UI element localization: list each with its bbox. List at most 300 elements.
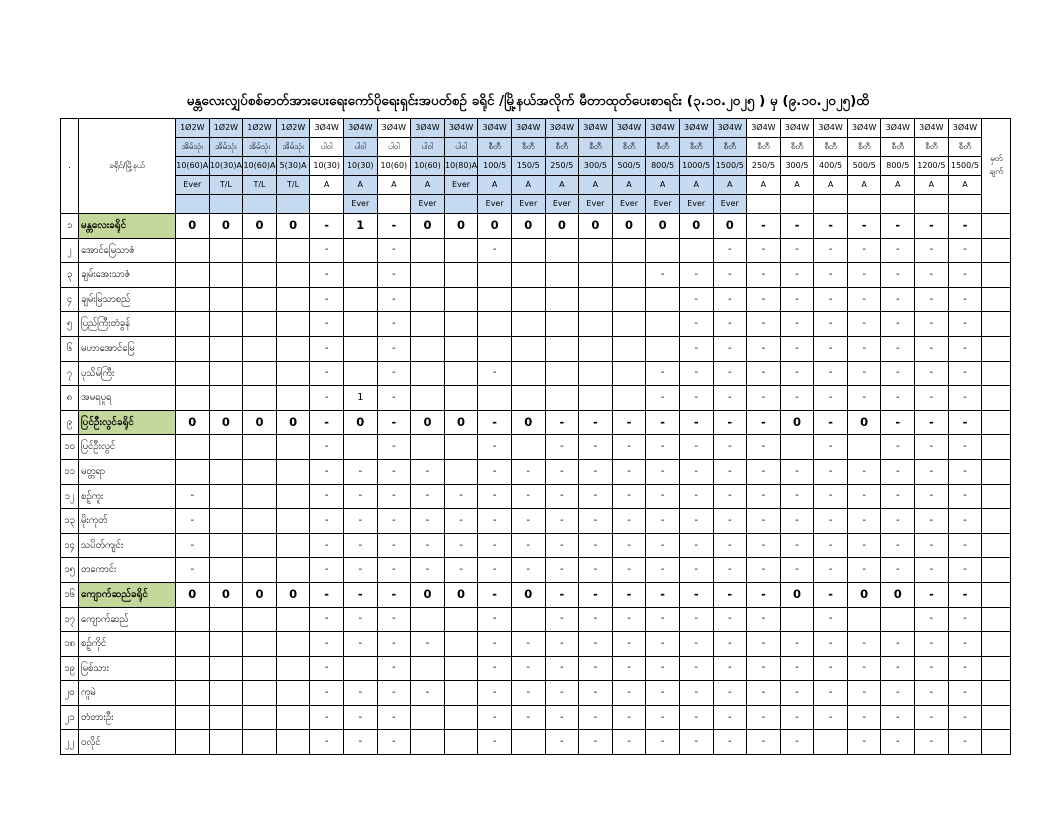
header-type: စီတီ [747, 138, 781, 157]
township-row [61, 705, 1011, 730]
meter-count: - [948, 410, 982, 435]
meter-count: - [747, 459, 781, 484]
header-phase: 3Ø4W [377, 119, 411, 138]
meter-count: - [310, 214, 344, 239]
meter-count [209, 558, 243, 583]
meter-count: - [377, 656, 411, 681]
meter-count: - [915, 705, 949, 730]
meter-count [276, 730, 310, 755]
meter-count: - [646, 459, 680, 484]
meter-count: - [713, 730, 747, 755]
meter-count [444, 681, 478, 706]
meter-count: - [915, 361, 949, 386]
meter-count: - [444, 533, 478, 558]
meter-count [545, 312, 579, 337]
meter-count [545, 336, 579, 361]
remarks-cell [982, 361, 1011, 386]
meter-count [176, 386, 210, 411]
meter-count: - [377, 336, 411, 361]
row-number: ၁၈ [61, 632, 79, 657]
header-kind: A [310, 176, 344, 195]
meter-count: - [377, 287, 411, 312]
header-type: စီတီ [545, 138, 579, 157]
meter-count [579, 263, 613, 288]
meter-count [579, 336, 613, 361]
header-type: ပါဝါ [411, 138, 445, 157]
township-row [61, 509, 1011, 534]
meter-count: 0 [847, 582, 881, 607]
header-type: စီတီ [881, 138, 915, 157]
header-rating: 10(30)A [209, 157, 243, 176]
header-rating: 10(60) [377, 157, 411, 176]
header-rating: 10(60) [411, 157, 445, 176]
header-rating: 1000/5 [679, 157, 713, 176]
meter-count: 0 [411, 214, 445, 239]
meter-count: - [915, 656, 949, 681]
header-type: အိမ်သုံး [276, 138, 310, 157]
meter-count [243, 336, 277, 361]
meter-count: - [310, 459, 344, 484]
meter-count [646, 287, 680, 312]
header-phase: 1Ø2W [209, 119, 243, 138]
meter-count [276, 484, 310, 509]
meter-count: 0 [511, 410, 545, 435]
meter-count: - [679, 312, 713, 337]
meter-count: 0 [276, 582, 310, 607]
header-type: ပါဝါ [310, 138, 344, 157]
header-rating: 10(30) [310, 157, 344, 176]
meter-count: - [948, 214, 982, 239]
meter-count [679, 238, 713, 263]
meter-count [209, 386, 243, 411]
meter-count: - [679, 459, 713, 484]
meter-count: - [713, 484, 747, 509]
meter-count: - [579, 681, 613, 706]
meter-count: 0 [444, 214, 478, 239]
meter-count: - [780, 558, 814, 583]
header-phase: 3Ø4W [310, 119, 344, 138]
meter-count: - [881, 533, 915, 558]
meter-count [579, 361, 613, 386]
meter-count: - [915, 681, 949, 706]
meter-count: - [915, 459, 949, 484]
header-kind2: Ever [646, 195, 680, 214]
meter-count: - [612, 681, 646, 706]
meter-count: 0 [847, 410, 881, 435]
report-title: မန္တလေးလျှပ်စစ်ဓာတ်အားပေးရေးကော်ပိုရေးရှင်းအပတ်စဉ် ခရိုင် /မြို့နယ်အလိုက် မီတာထုတ်ပေးစာရင်း (၃.၁၀.၂၀၂၅ ) မှ (၉.၁၀.၂၀၂၅)ထိ [186, 93, 870, 109]
meter-count: - [377, 459, 411, 484]
header-phase: 3Ø4W [814, 119, 848, 138]
township-name: စဉ့်ကူး [79, 484, 176, 509]
meter-count [343, 263, 377, 288]
meter-count: - [915, 558, 949, 583]
meter-count: 0 [411, 582, 445, 607]
meter-count: - [915, 214, 949, 239]
meter-count [343, 361, 377, 386]
meter-count [444, 386, 478, 411]
meter-count: 0 [243, 582, 277, 607]
meter-count: - [713, 361, 747, 386]
meter-count: - [579, 632, 613, 657]
header-kind2 [176, 195, 210, 214]
meter-count [176, 312, 210, 337]
district-row [61, 214, 1011, 239]
meter-count: - [377, 435, 411, 460]
township-row [61, 287, 1011, 312]
meter-count: - [679, 263, 713, 288]
meter-count: - [915, 607, 949, 632]
meter-count: 0 [176, 582, 210, 607]
meter-count: - [612, 582, 646, 607]
remarks-cell [982, 238, 1011, 263]
meter-count [176, 435, 210, 460]
header-phase: 3Ø4W [646, 119, 680, 138]
meter-count [209, 361, 243, 386]
meter-count: - [747, 410, 781, 435]
meter-count: - [679, 484, 713, 509]
meter-count: - [646, 484, 680, 509]
meter-count [343, 238, 377, 263]
header-corner: . [61, 119, 79, 214]
meter-count: - [579, 435, 613, 460]
row-number: ၅ [61, 312, 79, 337]
meter-count: - [713, 558, 747, 583]
meter-count: - [545, 410, 579, 435]
meter-count: - [310, 238, 344, 263]
meter-count: - [612, 435, 646, 460]
township-row [61, 533, 1011, 558]
meter-count: 0 [579, 214, 613, 239]
township-row [61, 386, 1011, 411]
remarks-cell [982, 484, 1011, 509]
meter-count: 0 [478, 214, 512, 239]
meter-count: - [411, 509, 445, 534]
meter-count: 0 [243, 410, 277, 435]
meter-count [209, 632, 243, 657]
meter-count: - [948, 312, 982, 337]
row-number: ၁၅ [61, 558, 79, 583]
meter-count: - [713, 582, 747, 607]
meter-count: - [310, 582, 344, 607]
meter-count [209, 435, 243, 460]
header-kind2: Ever [579, 195, 613, 214]
remarks-cell [982, 681, 1011, 706]
header-kind2 [276, 195, 310, 214]
header-kind: A [377, 176, 411, 195]
meter-count: - [814, 459, 848, 484]
header-kind2 [243, 195, 277, 214]
header-rating: 10(30) [343, 157, 377, 176]
remarks-cell [982, 632, 1011, 657]
meter-count: - [814, 582, 848, 607]
meter-count: - [478, 361, 512, 386]
meter-count: - [814, 386, 848, 411]
header-rating: 10(80)A [444, 157, 478, 176]
township-row [61, 730, 1011, 755]
row-number: ၁၆ [61, 582, 79, 607]
meter-count [176, 656, 210, 681]
meter-count: - [310, 435, 344, 460]
meter-count: - [511, 681, 545, 706]
header-rating: 1500/5 [713, 157, 747, 176]
meter-count: - [847, 558, 881, 583]
meter-count [243, 361, 277, 386]
meter-count: - [377, 730, 411, 755]
meter-count: - [511, 509, 545, 534]
meter-count: - [310, 607, 344, 632]
meter-count: - [948, 681, 982, 706]
meter-count [478, 263, 512, 288]
meter-count: - [679, 533, 713, 558]
meter-count: - [646, 656, 680, 681]
meter-count: - [814, 705, 848, 730]
meter-count [176, 632, 210, 657]
header-kind: A [881, 176, 915, 195]
meter-count [444, 607, 478, 632]
remarks-cell [982, 263, 1011, 288]
meter-count: - [780, 386, 814, 411]
remarks-cell [982, 705, 1011, 730]
meter-count: - [747, 607, 781, 632]
meter-count [276, 607, 310, 632]
meter-count: 0 [511, 214, 545, 239]
header-kind: A [713, 176, 747, 195]
meter-count [444, 238, 478, 263]
meter-count: - [310, 730, 344, 755]
meter-count [276, 459, 310, 484]
meter-count: - [915, 386, 949, 411]
meter-count [209, 238, 243, 263]
meter-count [579, 312, 613, 337]
meter-count [444, 287, 478, 312]
remarks-cell [982, 312, 1011, 337]
meter-count [276, 263, 310, 288]
meter-count: - [780, 336, 814, 361]
header-kind: A [679, 176, 713, 195]
header-rating: 150/5 [511, 157, 545, 176]
meter-count [411, 705, 445, 730]
meter-count: - [679, 509, 713, 534]
header-kind2: Ever [545, 195, 579, 214]
meter-count: - [915, 435, 949, 460]
row-number: ၇ [61, 361, 79, 386]
meter-count: - [579, 484, 613, 509]
meter-count: - [881, 484, 915, 509]
meter-count [176, 681, 210, 706]
meter-count: 1 [343, 214, 377, 239]
meter-count [612, 336, 646, 361]
meter-count [646, 238, 680, 263]
meter-count: - [713, 705, 747, 730]
meter-count: 0 [209, 410, 243, 435]
meter-count [209, 509, 243, 534]
meter-count [612, 386, 646, 411]
meter-count: - [545, 632, 579, 657]
meter-count: - [948, 509, 982, 534]
meter-count [444, 656, 478, 681]
township-name: အောင်မြေသာဇံ [79, 238, 176, 263]
header-kind2: Ever [713, 195, 747, 214]
meter-count: - [579, 558, 613, 583]
row-number: ၂၁ [61, 705, 79, 730]
meter-count: 0 [411, 410, 445, 435]
township-name: ချမ်းမြသာစည် [79, 287, 176, 312]
meter-count: - [780, 533, 814, 558]
meter-count: - [814, 287, 848, 312]
meter-count: - [411, 533, 445, 558]
header-kind2 [847, 195, 881, 214]
meter-count: - [713, 607, 747, 632]
meter-count: - [612, 484, 646, 509]
meter-count: - [377, 558, 411, 583]
header-type: အိမ်သုံး [243, 138, 277, 157]
meter-count [881, 607, 915, 632]
meter-count: - [747, 484, 781, 509]
meter-count: - [343, 459, 377, 484]
meter-count: - [780, 681, 814, 706]
meter-count [444, 312, 478, 337]
meter-count: - [847, 509, 881, 534]
meter-count [276, 632, 310, 657]
remarks-cell [982, 214, 1011, 239]
meter-count [276, 287, 310, 312]
meter-count: - [780, 730, 814, 755]
header-kind2 [747, 195, 781, 214]
meter-count: - [814, 238, 848, 263]
meter-count: - [814, 336, 848, 361]
meter-count: - [948, 386, 982, 411]
header-row-kind2 [61, 195, 1011, 214]
meter-count [243, 558, 277, 583]
header-kind: T/L [276, 176, 310, 195]
meter-count [579, 287, 613, 312]
meter-count [343, 336, 377, 361]
meter-count: - [310, 656, 344, 681]
meter-count: - [612, 632, 646, 657]
meter-count: - [814, 681, 848, 706]
meter-count: - [915, 730, 949, 755]
meter-count: - [881, 386, 915, 411]
meter-count: - [377, 632, 411, 657]
header-remarks: မှတ် ချက် [982, 119, 1011, 214]
header-kind: A [915, 176, 949, 195]
meter-count [176, 336, 210, 361]
meter-count: - [579, 459, 613, 484]
meter-count [176, 238, 210, 263]
meter-count [646, 336, 680, 361]
meter-count [276, 656, 310, 681]
meter-count: - [310, 533, 344, 558]
meter-count: - [948, 705, 982, 730]
meter-count [579, 386, 613, 411]
meter-count: - [478, 484, 512, 509]
meter-count: - [176, 484, 210, 509]
township-row [61, 558, 1011, 583]
meter-count: - [847, 730, 881, 755]
meter-count: - [814, 656, 848, 681]
meter-count: - [847, 361, 881, 386]
meter-count: - [814, 509, 848, 534]
header-type: စီတီ [948, 138, 982, 157]
meter-count: - [511, 558, 545, 583]
header-phase: 1Ø2W [276, 119, 310, 138]
meter-count: - [847, 681, 881, 706]
meter-count: - [713, 238, 747, 263]
meter-count [511, 336, 545, 361]
township-row [61, 484, 1011, 509]
header-type: စီတီ [478, 138, 512, 157]
meter-count [478, 312, 512, 337]
meter-count: - [881, 681, 915, 706]
meter-count [276, 435, 310, 460]
meter-count: - [377, 484, 411, 509]
meter-count [243, 312, 277, 337]
meter-count: - [579, 410, 613, 435]
district-row [61, 410, 1011, 435]
meter-count: - [713, 681, 747, 706]
meter-count: - [646, 558, 680, 583]
meter-count: - [847, 238, 881, 263]
header-rating: 1200/5 [915, 157, 949, 176]
remarks-cell [982, 336, 1011, 361]
meter-count: - [780, 263, 814, 288]
header-rating: 400/5 [814, 157, 848, 176]
meter-count: - [310, 386, 344, 411]
meter-count: - [881, 238, 915, 263]
meter-count: - [679, 410, 713, 435]
meter-count: - [780, 705, 814, 730]
meter-count: - [579, 705, 613, 730]
meter-count: - [814, 632, 848, 657]
header-kind2 [780, 195, 814, 214]
meter-count: - [612, 705, 646, 730]
meter-count [176, 263, 210, 288]
meter-count: - [343, 558, 377, 583]
meter-count: - [612, 730, 646, 755]
header-kind: A [780, 176, 814, 195]
header-rating: 800/5 [646, 157, 680, 176]
meter-count: - [545, 656, 579, 681]
meter-count [243, 459, 277, 484]
meter-count [243, 435, 277, 460]
township-row [61, 263, 1011, 288]
meter-count: - [881, 632, 915, 657]
header-kind2: Ever [478, 195, 512, 214]
header-kind2 [948, 195, 982, 214]
meter-count: - [411, 459, 445, 484]
meter-count: - [612, 533, 646, 558]
township-name: ကျောက်ဆည် [79, 607, 176, 632]
row-number: ၄ [61, 287, 79, 312]
row-number: ၁၉ [61, 656, 79, 681]
header-kind: A [612, 176, 646, 195]
meter-count: - [579, 607, 613, 632]
meter-count: - [411, 632, 445, 657]
meter-count [612, 238, 646, 263]
meter-count: - [511, 459, 545, 484]
header-type: စီတီ [713, 138, 747, 157]
row-number: ၂၂ [61, 730, 79, 755]
meter-count [511, 386, 545, 411]
township-row [61, 607, 1011, 632]
meter-count: - [915, 632, 949, 657]
header-rating: 500/5 [847, 157, 881, 176]
meter-count: - [713, 656, 747, 681]
meter-count: - [847, 386, 881, 411]
meter-count [243, 656, 277, 681]
meter-count: - [343, 582, 377, 607]
meter-count: - [478, 582, 512, 607]
